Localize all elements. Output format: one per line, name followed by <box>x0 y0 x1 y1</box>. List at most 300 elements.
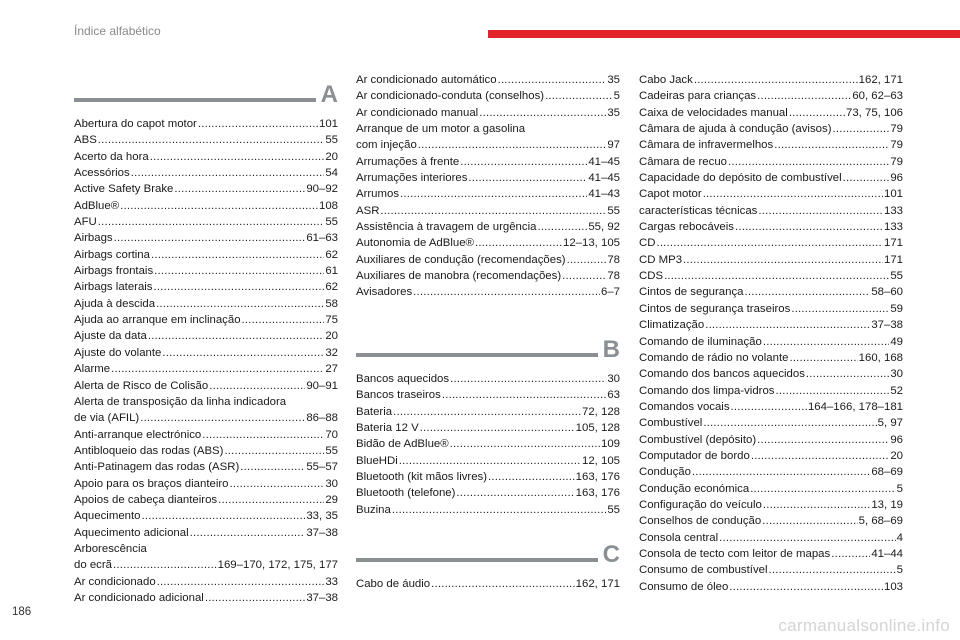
entry-page-ref: 75 <box>325 314 338 327</box>
index-entry <box>356 469 620 485</box>
entry-term: Ar condicionado adicional <box>74 591 204 604</box>
entry-page-ref: 63 <box>607 389 620 402</box>
entry-page-ref: 37–38 <box>871 319 903 332</box>
dot-leader <box>757 88 851 104</box>
index-entry <box>74 525 338 541</box>
index-entry <box>356 576 620 592</box>
entry-page-ref: 70 <box>325 428 338 441</box>
dot-leader <box>209 378 305 394</box>
dot-leader <box>450 436 600 452</box>
entry-page-ref: 52 <box>890 384 903 397</box>
index-entry <box>639 464 903 480</box>
entry-page-ref: 163, 176 <box>575 470 620 483</box>
dot-leader <box>190 525 306 541</box>
entry-term: com injeção <box>356 139 417 152</box>
dot-leader <box>683 252 883 268</box>
entry-page-ref: 60, 62–63 <box>852 90 903 103</box>
entry-page-ref: 61–63 <box>306 232 338 245</box>
dot-leader <box>475 235 562 251</box>
entry-term: Ajuda à descida <box>74 297 156 310</box>
entry-page-ref: 55, 92 <box>588 221 620 234</box>
entry-page-ref: 58 <box>325 297 338 310</box>
entry-term: Ar condicionado <box>74 575 156 588</box>
dot-leader <box>111 361 324 377</box>
entry-page-ref: 55–57 <box>306 461 338 474</box>
entry-term: Cintos de segurança <box>639 286 744 299</box>
entry-term: Ajuste do volante <box>74 346 162 359</box>
entry-page-ref: 35 <box>607 106 620 119</box>
dot-leader <box>694 72 858 88</box>
entry-page-ref: 68–69 <box>871 466 903 479</box>
dot-leader <box>562 268 606 284</box>
dot-leader <box>205 590 305 606</box>
watermark: carmanualsonline.info <box>778 616 950 635</box>
index-entry <box>639 170 903 186</box>
entry-term: Bancos aquecidos <box>356 372 450 385</box>
index-entry <box>639 334 903 350</box>
dot-leader <box>230 476 325 492</box>
entry-term: Combustível (depósito) <box>639 433 757 446</box>
dot-leader <box>719 530 896 546</box>
index-entry <box>356 105 620 121</box>
entry-page-ref: 6–7 <box>600 286 620 299</box>
entry-term: Arborescência <box>74 542 147 555</box>
index-entry <box>639 350 903 366</box>
dot-leader <box>393 404 581 420</box>
dot-leader <box>774 137 889 153</box>
section-letter: A <box>320 81 338 108</box>
dot-leader <box>488 469 575 485</box>
entry-term: Apoio para os braços dianteiro <box>74 477 229 490</box>
entry-term: Cabo de áudio <box>356 577 431 590</box>
entry-page-ref: 79 <box>890 123 903 136</box>
page-number: 186 <box>12 606 32 618</box>
entry-page-ref: 41–45 <box>588 172 620 185</box>
dot-leader <box>460 154 587 170</box>
dot-leader <box>731 399 807 415</box>
dot-leader <box>758 203 883 219</box>
index-entry <box>356 371 620 387</box>
dot-leader <box>450 371 606 387</box>
section-letter: C <box>602 540 620 568</box>
index-entry <box>639 88 903 104</box>
index-list-a <box>74 116 338 606</box>
entry-page-ref: 61 <box>325 265 338 278</box>
dot-leader <box>242 312 325 328</box>
dot-leader <box>218 492 324 508</box>
index-entry <box>639 366 903 382</box>
entry-page-ref: 97 <box>607 139 620 152</box>
index-entry <box>639 432 903 448</box>
dot-leader <box>775 383 889 399</box>
index-entry <box>356 252 620 268</box>
index-entry <box>356 284 620 300</box>
entry-page-ref: 37–38 <box>306 526 338 539</box>
entry-term: Cadeiras para crianças <box>639 90 757 103</box>
entry-term: Configuração do veículo <box>639 498 762 511</box>
entry-term: Ar condicionado manual <box>356 106 479 119</box>
entry-page-ref: 108 <box>318 199 338 212</box>
dot-leader <box>113 557 217 573</box>
entry-page-ref: 12–13, 105 <box>562 237 620 250</box>
entry-page-ref: 160, 168 <box>858 351 903 364</box>
index-entry <box>74 263 338 279</box>
entry-term: Arrumações à frente <box>356 155 460 168</box>
entry-term: Câmara de infravermelhos <box>639 139 774 152</box>
index-entry <box>356 219 620 235</box>
dot-leader <box>545 88 613 104</box>
index-entry <box>639 399 903 415</box>
entry-page-ref: 5 <box>613 90 620 103</box>
entry-page-ref: 79 <box>890 139 903 152</box>
index-entry <box>74 328 338 344</box>
index-entry <box>74 312 338 328</box>
entry-page-ref: 29 <box>325 493 338 506</box>
dot-leader <box>140 410 305 426</box>
entry-page-ref: 79 <box>890 155 903 168</box>
dot-leader <box>224 443 324 459</box>
entry-term: Bateria <box>356 405 393 418</box>
entry-page-ref: 49 <box>890 335 903 348</box>
entry-page-ref: 162, 171 <box>858 74 903 86</box>
entry-term: Anti-arranque electrónico <box>74 428 202 441</box>
entry-term: Bateria 12 V <box>356 421 419 434</box>
entry-term: Active Safety Brake <box>74 183 174 196</box>
index-entry <box>74 132 338 148</box>
dot-leader <box>98 132 325 148</box>
index-entry <box>639 301 903 317</box>
entry-page-ref: 109 <box>600 438 620 451</box>
entry-page-ref: 162, 171 <box>575 577 620 590</box>
dot-leader <box>692 464 870 480</box>
entry-page-ref: 78 <box>607 270 620 283</box>
entry-term: Anti-Patinagem das rodas (ASR) <box>74 461 240 474</box>
entry-term: características técnicas <box>639 204 758 217</box>
entry-term: Cintos de segurança traseiros <box>639 302 791 315</box>
entry-term: Arrumações interiores <box>356 172 468 185</box>
index-entry <box>639 268 903 284</box>
index-entry <box>639 121 903 137</box>
index-entry <box>74 427 338 443</box>
dot-leader <box>468 170 587 186</box>
entry-term: Buzina <box>356 503 391 516</box>
entry-page-ref: 55 <box>607 503 620 516</box>
entry-term: Capacidade do depósito de combustível <box>639 172 842 185</box>
entry-page-ref: 33 <box>325 575 338 588</box>
entry-page-ref: 171 <box>883 237 903 250</box>
entry-page-ref: 20 <box>890 449 903 462</box>
entry-term: Airbags <box>74 232 113 245</box>
entry-page-ref: 30 <box>325 477 338 490</box>
index-entry <box>356 404 620 420</box>
index-entry <box>74 394 338 410</box>
entry-term: Bluetooth (kit mãos livres) <box>356 470 488 483</box>
index-entry <box>639 562 903 578</box>
entry-term: Consola central <box>639 531 719 544</box>
entry-term: Consola de tecto com leitor de mapas <box>639 547 831 560</box>
dot-leader <box>98 214 325 230</box>
index-entry <box>74 476 338 492</box>
dot-leader <box>392 502 606 518</box>
index-entry <box>639 219 903 235</box>
entry-term: Alerta de transposição da linha indicadora <box>74 395 287 408</box>
index-entry <box>74 279 338 295</box>
entry-page-ref: 5 <box>896 564 903 577</box>
entry-term: Câmara de recuo <box>639 155 728 168</box>
entry-page-ref: 37–38 <box>306 591 338 604</box>
index-entry <box>74 378 338 394</box>
entry-page-ref: 55 <box>607 204 620 217</box>
entry-page-ref: 171 <box>883 253 903 266</box>
index-entry <box>356 235 620 251</box>
entry-term: Assistência à travagem de urgência <box>356 221 537 234</box>
entry-term: Airbags frontais <box>74 265 154 278</box>
dot-leader <box>498 72 607 88</box>
entry-page-ref: 4 <box>896 531 903 544</box>
index-list-c <box>356 576 620 592</box>
entry-page-ref: 169–170, 172, 175, 177 <box>217 559 338 572</box>
entry-page-ref: 41–44 <box>871 547 903 560</box>
dot-leader <box>757 432 889 448</box>
entry-term: Aquecimento <box>74 510 141 523</box>
entry-term: Computador de bordo <box>639 449 750 462</box>
index-entry <box>356 387 620 403</box>
index-entry <box>639 252 903 268</box>
dot-leader <box>750 481 895 497</box>
entry-page-ref: 33, 35 <box>306 510 338 523</box>
dot-leader <box>832 121 889 137</box>
entry-term: Comando dos bancos aquecidos <box>639 368 805 381</box>
entry-term: de via (AFIL) <box>74 412 140 425</box>
entry-page-ref: 35 <box>607 74 620 86</box>
dot-leader <box>154 279 325 295</box>
index-entry <box>356 485 620 501</box>
entry-term: Câmara de ajuda à condução (avisos) <box>639 123 832 136</box>
dot-leader <box>728 154 889 170</box>
entry-page-ref: 41–43 <box>588 188 620 201</box>
entry-page-ref: 30 <box>890 368 903 381</box>
index-entry <box>356 203 620 219</box>
entry-term: Acerto da hora <box>74 150 149 163</box>
entry-page-ref: 55 <box>890 270 903 283</box>
index-entry <box>74 247 338 263</box>
dot-leader <box>162 345 324 361</box>
index-entry <box>74 410 338 426</box>
index-entry <box>639 448 903 464</box>
index-entry <box>639 579 903 595</box>
entry-page-ref: 55 <box>325 444 338 457</box>
dot-leader <box>567 252 607 268</box>
index-entry <box>356 453 620 469</box>
dot-leader <box>156 296 324 312</box>
index-entry <box>74 181 338 197</box>
entry-page-ref: 133 <box>883 204 903 217</box>
entry-term: Comandos vocais <box>639 400 730 413</box>
entry-page-ref: 105, 128 <box>575 421 620 434</box>
entry-page-ref: 103 <box>883 580 903 593</box>
index-entry <box>356 420 620 436</box>
entry-term: Condução <box>639 466 691 479</box>
section-letter: B <box>602 335 620 363</box>
dot-leader <box>789 350 857 366</box>
dot-leader <box>456 485 574 501</box>
entry-page-ref: 72, 128 <box>581 405 620 418</box>
entry-term: AFU <box>74 216 97 229</box>
dot-leader <box>791 301 889 317</box>
index-entry <box>74 116 338 132</box>
entry-page-ref: 32 <box>325 346 338 359</box>
dot-leader <box>418 137 607 153</box>
index-entry <box>74 541 338 557</box>
entry-term: Cargas rebocáveis <box>639 221 734 234</box>
index-entry <box>639 513 903 529</box>
dot-leader <box>380 203 606 219</box>
entry-page-ref: 30 <box>607 372 620 385</box>
dot-leader <box>789 105 845 121</box>
index-entry <box>639 546 903 562</box>
entry-page-ref: 27 <box>325 363 338 376</box>
entry-term: Ar condicionado-conduta (conselhos) <box>356 90 545 103</box>
entry-page-ref: 59 <box>890 302 903 315</box>
entry-term: Airbags laterais <box>74 281 153 294</box>
dot-leader <box>202 427 324 443</box>
entry-term: do ecrã <box>74 559 112 572</box>
dot-leader <box>703 415 876 431</box>
index-column-3 <box>639 72 903 595</box>
dot-leader <box>148 328 325 344</box>
entry-term: Comando de rádio no volante <box>639 351 789 364</box>
dot-leader <box>157 574 325 590</box>
entry-term: Comando dos limpa-vidros <box>639 384 775 397</box>
index-column-2 <box>356 72 620 592</box>
entry-term: Bidão de AdBlue® <box>356 438 449 451</box>
index-entry <box>356 72 620 88</box>
entry-term: Autonomia de AdBlue® <box>356 237 474 250</box>
dot-leader <box>420 420 575 436</box>
dot-leader <box>114 230 306 246</box>
index-entry <box>356 436 620 452</box>
dot-leader <box>763 497 870 513</box>
entry-term: Ajuda ao arranque em inclinação <box>74 314 241 327</box>
header-accent-bar <box>488 30 960 38</box>
entry-term: Alerta de Risco de Colisão <box>74 379 209 392</box>
index-entry <box>639 105 903 121</box>
index-list-a-continued <box>356 72 620 301</box>
entry-page-ref: 164–166, 178–181 <box>807 400 903 413</box>
entry-page-ref: 5, 97 <box>877 417 903 430</box>
entry-term: BlueHDi <box>356 454 398 467</box>
entry-term: Condução económica <box>639 482 750 495</box>
entry-page-ref: 96 <box>890 433 903 446</box>
index-entry <box>356 186 620 202</box>
dot-leader <box>843 170 890 186</box>
dot-leader <box>142 508 306 524</box>
entry-term: CD <box>639 237 656 250</box>
dot-leader <box>413 284 600 300</box>
index-entry <box>356 154 620 170</box>
index-entry <box>74 230 338 246</box>
index-entry <box>74 459 338 475</box>
entry-page-ref: 20 <box>325 150 338 163</box>
entry-term: Avisadores <box>356 286 413 299</box>
entry-term: AdBlue® <box>74 199 120 212</box>
section-rule <box>74 98 316 102</box>
section-rule <box>356 558 598 562</box>
entry-term: Antibloqueio das rodas (ABS) <box>74 444 224 457</box>
entry-term: Acessórios <box>74 167 130 180</box>
index-entry <box>356 121 620 137</box>
section-header-c <box>356 536 620 572</box>
index-entry <box>639 497 903 513</box>
entry-page-ref: 5 <box>896 482 903 495</box>
index-entry <box>356 137 620 153</box>
entry-term: Abertura do capot motor <box>74 118 197 130</box>
index-list-c-continued <box>639 72 903 595</box>
dot-leader <box>751 448 890 464</box>
entry-term: Alarme <box>74 363 111 376</box>
dot-leader <box>400 186 587 202</box>
entry-page-ref: 90–91 <box>306 379 338 392</box>
entry-term: Consumo de combustível <box>639 564 768 577</box>
dot-leader <box>744 284 870 300</box>
dot-leader <box>131 165 325 181</box>
index-entry <box>639 186 903 202</box>
dot-leader <box>769 562 896 578</box>
entry-term: Ajuste da data <box>74 330 147 343</box>
index-entry <box>639 317 903 333</box>
dot-leader <box>399 453 581 469</box>
dot-leader <box>151 247 324 263</box>
index-entry <box>356 88 620 104</box>
entry-term: Ar condicionado automático <box>356 74 497 86</box>
entry-term: Bancos traseiros <box>356 389 441 402</box>
dot-leader <box>198 116 318 132</box>
entry-page-ref: 90–92 <box>306 183 338 196</box>
entry-page-ref: 12, 105 <box>581 454 620 467</box>
entry-page-ref: 13, 19 <box>871 498 903 511</box>
index-entry <box>639 203 903 219</box>
index-entry <box>639 415 903 431</box>
entry-page-ref: 96 <box>890 172 903 185</box>
entry-page-ref: 5, 68–69 <box>858 515 903 528</box>
index-entry <box>639 530 903 546</box>
entry-page-ref: 86–88 <box>306 412 338 425</box>
dot-leader <box>806 366 889 382</box>
dot-leader <box>240 459 305 475</box>
dot-leader <box>656 235 883 251</box>
entry-term: Apoios de cabeça dianteiros <box>74 493 218 506</box>
section-header-a <box>74 76 338 112</box>
entry-page-ref: 73, 75, 106 <box>845 106 903 119</box>
dot-leader <box>537 219 587 235</box>
entry-term: Cabo Jack <box>639 74 693 86</box>
index-entry <box>639 284 903 300</box>
page-header-title: Índice alfabético <box>74 24 161 38</box>
entry-term: Capot motor <box>639 188 702 201</box>
entry-page-ref: 55 <box>325 134 338 147</box>
index-entry <box>74 165 338 181</box>
entry-term: Climatização <box>639 319 705 332</box>
index-entry <box>639 481 903 497</box>
entry-page-ref: 41–45 <box>588 155 620 168</box>
index-entry <box>74 492 338 508</box>
dot-leader <box>174 181 305 197</box>
index-entry <box>74 557 338 573</box>
index-entry <box>74 574 338 590</box>
entry-page-ref: 54 <box>325 167 338 180</box>
index-entry <box>74 296 338 312</box>
dot-leader <box>735 219 883 235</box>
